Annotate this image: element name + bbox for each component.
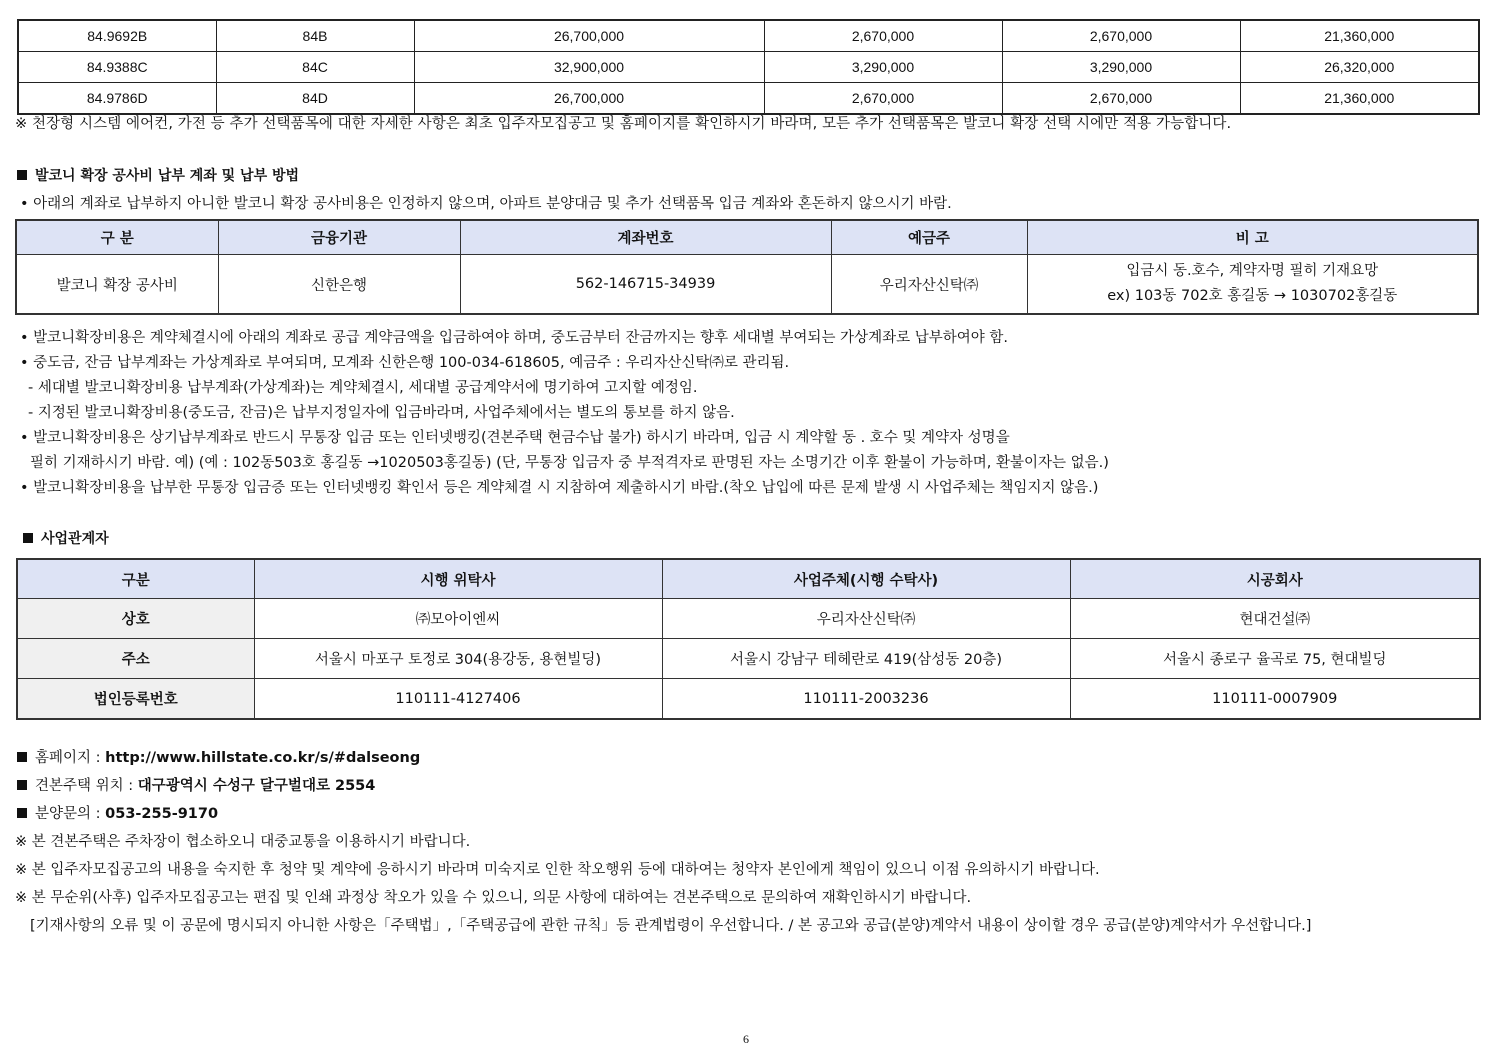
square-bullet-icon	[17, 752, 27, 762]
parties-header-trustor: 시행 위탁사	[254, 559, 662, 599]
parties-header-contractor: 시공회사	[1070, 559, 1480, 599]
price-table-cell: 84B	[216, 20, 414, 52]
inquiry-value: 053-255-9170	[105, 806, 219, 822]
price-table-cell: 2,670,000	[1002, 83, 1240, 115]
cell-developer-address: 서울시 강남구 테헤란로 419(삼성동 20층)	[662, 639, 1070, 679]
cell-trustor-reg: 110111-4127406	[254, 679, 662, 720]
price-table-cell: 26,700,000	[414, 20, 764, 52]
header-holder: 예금주	[831, 220, 1027, 255]
balcony-note-6: 필히 기재하시기 바람. 예) (예 : 102동503호 홍길동 →1020503홍길동) (단, 무통장 입금자 중 부적격자로 판명된 자는 소명기간 이후 환불이 가능하며, 환불이자는 없음.)	[30, 455, 1109, 471]
header-account: 계좌번호	[460, 220, 831, 255]
parties-header-developer: 사업주체(시행 수탁사)	[662, 559, 1070, 599]
option-note: ※ 천장형 시스템 에어컨, 가전 등 추가 선택품목에 대한 자세한 사항은 최초 입주자모집공고 및 홈페이지를 확인하시기 바라며, 모든 추가 선택품목은 발코니 확장 선택 시에만 적용 가능합니다.	[15, 116, 1232, 132]
cell-contractor-name: 현대건설㈜	[1070, 599, 1480, 639]
square-bullet-icon	[17, 780, 27, 790]
price-table	[17, 19, 1480, 115]
cell-developer-reg: 110111-2003236	[662, 679, 1070, 720]
price-table-cell: 26,320,000	[1240, 52, 1479, 83]
cell-account: 562-146715-34939	[460, 255, 831, 315]
balcony-intro: • 아래의 계좌로 납부하지 아니한 발코니 확장 공사비용은 인정하지 않으며, 아파트 분양대금 및 추가 선택품목 입금 계좌와 혼돈하지 않으시기 바람.	[20, 196, 952, 212]
price-table-row	[18, 52, 1479, 83]
closing-note-1: ※ 본 견본주택은 주차장이 협소하오니 대중교통을 이용하시기 바랍니다.	[15, 834, 471, 850]
parties-header-category: 구분	[17, 559, 254, 599]
price-table-cell: 2,670,000	[764, 83, 1002, 115]
homepage-link[interactable]: http://www.hillstate.co.kr/s/#dalseong	[105, 750, 421, 766]
parties-row-registration	[17, 679, 1480, 720]
square-bullet-icon	[23, 533, 33, 543]
parties-row-address	[17, 639, 1480, 679]
cell-contractor-address: 서울시 종로구 율곡로 75, 현대빌딩	[1070, 639, 1480, 679]
balcony-note-4: - 지정된 발코니확장비용(중도금, 잔금)은 납부지정일자에 입금바라며, 사업주체에서는 별도의 통보를 하지 않음.	[28, 405, 735, 421]
price-table-cell: 3,290,000	[1002, 52, 1240, 83]
parties-header-row	[17, 559, 1480, 599]
row-label: 주소	[17, 639, 254, 679]
header-bank: 금융기관	[218, 220, 460, 255]
bank-table-header-row	[16, 220, 1478, 255]
square-bullet-icon	[17, 170, 27, 180]
location-value: 대구광역시 수성구 달구벌대로 2554	[137, 778, 376, 794]
price-table-cell: 84C	[216, 52, 414, 83]
cell-trustor-address: 서울시 마포구 토정로 304(용강동, 용현빌딩)	[254, 639, 662, 679]
remark-line-1: 입금시 동.호수, 계약자명 필히 기재요망	[1126, 263, 1379, 279]
balcony-note-5: • 발코니확장비용은 상기납부계좌로 반드시 무통장 입금 또는 인터넷뱅킹(견본주택 현금수납 불가) 하시기 바라며, 입금 시 계약할 동 . 호수 및 계약자 성명을	[20, 430, 1010, 446]
row-label: 법인등록번호	[17, 679, 254, 720]
balcony-section-heading: 발코니 확장 공사비 납부 계좌 및 납부 방법	[17, 165, 299, 185]
balcony-note-7: • 발코니확장비용을 납부한 무통장 입금증 또는 인터넷뱅킹 확인서 등은 계약체결 시 지참하여 제출하시기 바람.(착오 납입에 따른 문제 발생 시 사업주체는 책임지지 않음.)	[20, 480, 1099, 496]
cell-trustor-name: ㈜모아이엔씨	[254, 599, 662, 639]
bank-table-row	[16, 255, 1478, 315]
page-number: 6	[743, 1032, 749, 1046]
cell-developer-name: 우리자산신탁㈜	[662, 599, 1070, 639]
parties-row-name	[17, 599, 1480, 639]
cell-holder: 우리자산신탁㈜	[831, 255, 1027, 315]
remark-line-2: ex) 103동 702호 홍길동 → 1030702홍길동	[1107, 288, 1398, 304]
price-table-cell: 84.9692B	[18, 20, 216, 52]
price-table-cell: 84.9388C	[18, 52, 216, 83]
closing-note-4: [기재사항의 오류 및 이 공문에 명시되지 아니한 사항은「주택법」,「주택공급에 관한 규칙」등 관계법령이 우선합니다. / 본 공고와 공급(분양)계약서 내용이 상이할 경우 공급(분양)계약서가 우선합니다.]	[30, 918, 1312, 934]
price-table-cell: 84.9786D	[18, 83, 216, 115]
price-table-row	[18, 20, 1479, 52]
price-table-cell: 26,700,000	[414, 83, 764, 115]
square-bullet-icon	[17, 808, 27, 818]
price-table-cell: 2,670,000	[764, 20, 1002, 52]
cell-remark	[1027, 255, 1478, 315]
parties-section-heading: 사업관계자	[23, 528, 109, 548]
price-table-cell: 84D	[216, 83, 414, 115]
price-table-row	[18, 83, 1479, 115]
price-table-cell: 21,360,000	[1240, 20, 1479, 52]
balcony-note-3: - 세대별 발코니확장비용 납부계좌(가상계좌)는 계약체결시, 세대별 공급계약서에 명기하여 고지할 예정임.	[28, 380, 698, 396]
cell-category: 발코니 확장 공사비	[16, 255, 218, 315]
price-table-cell: 21,360,000	[1240, 83, 1479, 115]
cell-bank: 신한은행	[218, 255, 460, 315]
balcony-note-1: • 발코니확장비용은 계약체결시에 아래의 계좌로 공급 계약금액을 입금하여야 하며, 중도금부터 잔금까지는 향후 세대별 부여되는 가상계좌로 납부하여야 함.	[20, 330, 1008, 346]
cell-contractor-reg: 110111-0007909	[1070, 679, 1480, 720]
price-table-cell: 2,670,000	[1002, 20, 1240, 52]
price-table-cell: 32,900,000	[414, 52, 764, 83]
closing-note-3: ※ 본 무순위(사후) 입주자모집공고는 편집 및 인쇄 과정상 착오가 있을 수 있으니, 의문 사항에 대하여는 견본주택으로 문의하여 재확인하시기 바랍니다.	[15, 890, 972, 906]
location-line: 견본주택 위치 : 대구광역시 수성구 달구벌대로 2554	[17, 774, 375, 795]
homepage-line: 홈페이지 : http://www.hillstate.co.kr/s/#dalseong	[17, 746, 420, 767]
header-remark: 비 고	[1027, 220, 1478, 255]
closing-note-2: ※ 본 입주자모집공고의 내용을 숙지한 후 청약 및 계약에 응하시기 바라며 미숙지로 인한 착오행위 등에 대하여는 청약자 본인에게 책임이 있으니 이점 유의하시기 바랍니다.	[15, 862, 1100, 878]
row-label: 상호	[17, 599, 254, 639]
price-table-cell: 3,290,000	[764, 52, 1002, 83]
balcony-note-2: • 중도금, 잔금 납부계좌는 가상계좌로 부여되며, 모계좌 신한은행 100-034-618605, 예금주 : 우리자산신탁㈜로 관리됨.	[20, 355, 790, 371]
header-category: 구 분	[16, 220, 218, 255]
bank-account-table	[15, 219, 1479, 315]
parties-table	[16, 558, 1481, 720]
inquiry-line: 분양문의 : 053-255-9170	[17, 802, 218, 823]
